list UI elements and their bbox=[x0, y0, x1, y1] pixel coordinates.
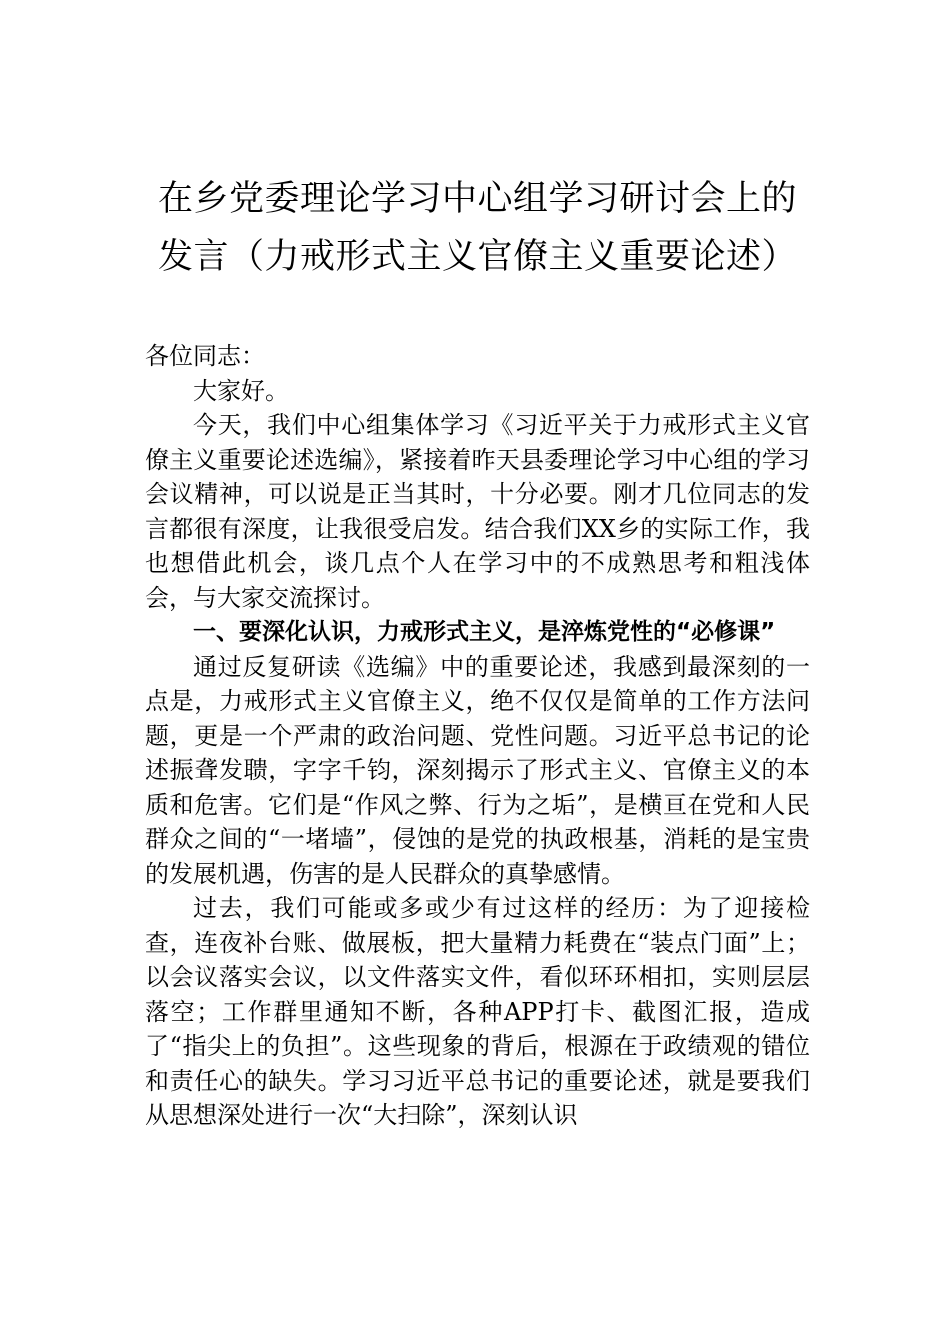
section-heading-1: 一、要深化认识，力戒形式主义，是淬炼党性的“必修课” bbox=[193, 619, 776, 645]
title-line-1: 在乡党委理论学习中心组学习研讨会上的 bbox=[158, 179, 798, 219]
title-line-2: 发言（力戒形式主义官僚主义重要论述） bbox=[158, 237, 798, 277]
paragraph-intro: 今天，我们中心组集体学习《习近平关于力戒形式主义官僚主义重要论述选编》，紧接着昨天县委理论学习中心组的学习会议精神，可以说是正当其时，十分必要。刚才几位同志的发言都很有深度，让我很受启发。结合我们XX乡的实际工作，我也想借此机会，谈几点个人在学习中的不成熟思考和粗浅体会，与大家交流探讨。 bbox=[145, 411, 810, 612]
paragraph-section-1b: 过去，我们可能或多或少有过这样的经历：为了迎接检查，连夜补台账、做展板，把大量精力耗费在“装点门面”上；以会议落实会议，以文件落实文件，看似环环相扣，实则层层落空；工作群里通知不断，各种APP打卡、截图汇报，造成了“指尖上的负担”。这些现象的背后，根源在于政绩观的错位和责任心的缺失。学习习近平总书记的重要论述，就是要我们从思想深处进行一次“大扫除”，深刻认识 bbox=[145, 894, 810, 1129]
document-title bbox=[158, 170, 818, 286]
greeting: 大家好。 bbox=[193, 376, 289, 405]
paragraph-section-1a: 通过反复研读《选编》中的重要论述，我感到最深刻的一点是，力戒形式主义官僚主义，绝不仅仅是简单的工作方法问题，更是一个严肃的政治问题、党性问题。习近平总书记的论述振聋发聩，字字千钧，深刻揭示了形式主义、官僚主义的本质和危害。它们是“作风之弊、行为之垢”，是横亘在党和人民群众之间的“一堵墙”，侵蚀的是党的执政根基，消耗的是宝贵的发展机遇，伤害的是人民群众的真挚感情。 bbox=[145, 652, 810, 888]
document-body bbox=[145, 339, 810, 1133]
salutation: 各位同志： bbox=[145, 342, 265, 370]
